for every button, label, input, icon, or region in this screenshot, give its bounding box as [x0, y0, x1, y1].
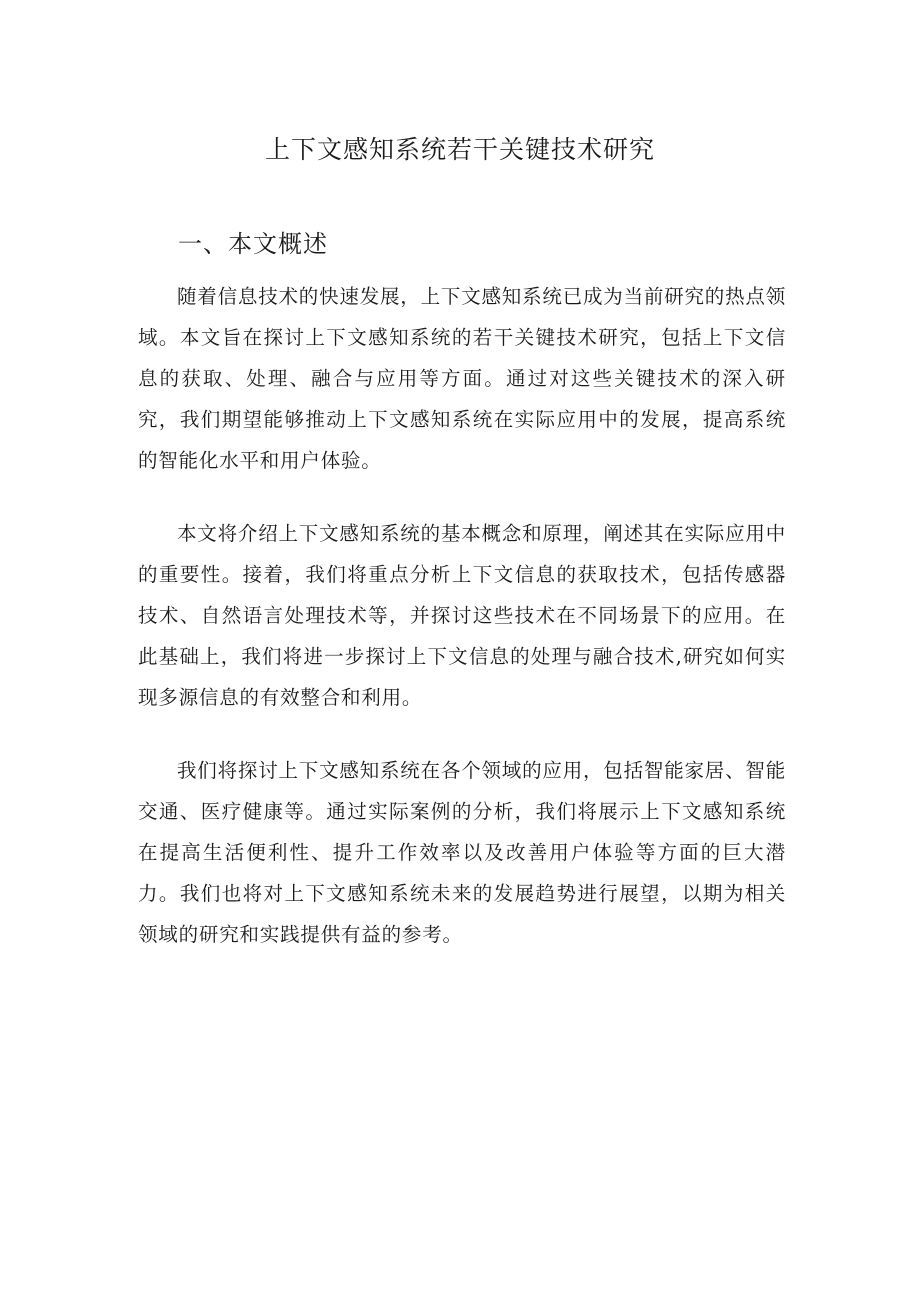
- document-title: 上下文感知系统若干关键技术研究: [264, 135, 655, 164]
- paragraph-1: 随着信息技术的快速发展，上下文感知系统已成为当前研究的热点领域。本文旨在探讨上下文感知系统的若干关键技术研究，包括上下文信息的获取、处理、融合与应用等方面。通过对这些关键技术的深入研究，我们期望能够推动上下文感知系统在实际应用中的发展，提高系统的智能化水平和用户体验。: [138, 285, 787, 472]
- paragraph-3: 我们将探讨上下文感知系统在各个领域的应用，包括智能家居、智能交通、医疗健康等。通过实际案例的分析，我们将展示上下文感知系统在提高生活便利性、提升工作效率以及改善用户体验等方面的巨大潜力。我们也将对上下文感知系统未来的发展趋势进行展望，以期为相关领域的研究和实践提供有益的参考。: [138, 759, 787, 946]
- document-body: [138, 276, 786, 987]
- section-heading: 一、本文概述: [178, 230, 328, 258]
- paragraph-2: 本文将介绍上下文感知系统的基本概念和原理，阐述其在实际应用中的重要性。接着，我们将重点分析上下文信息的获取技术，包括传感器技术、自然语言处理技术等，并探讨这些技术在不同场景下的应用。在此基础上，我们将进一步探讨上下文信息的处理与融合技术,研究如何实现多源信息的有效整合和利用。: [138, 522, 787, 709]
